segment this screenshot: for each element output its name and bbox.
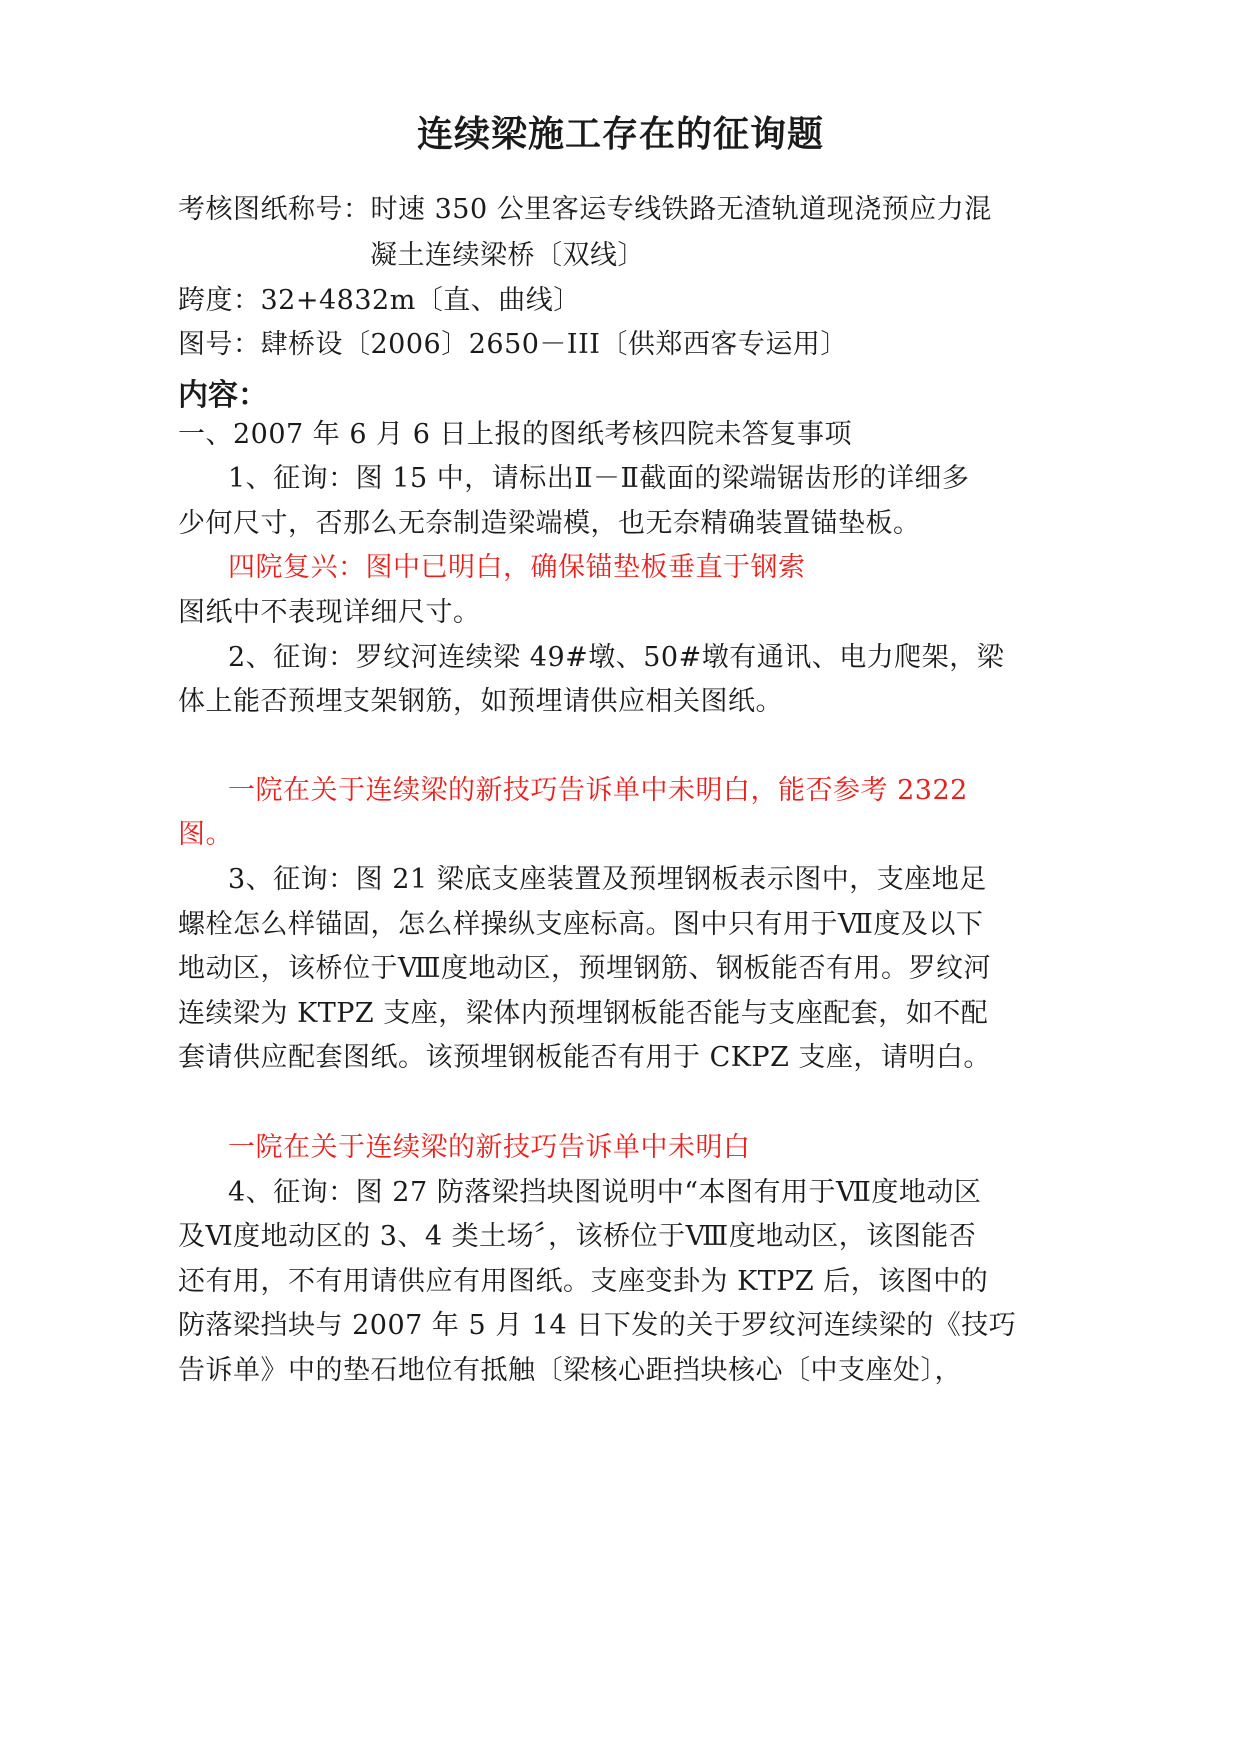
question-4-line-3: 还有用，不有用请供应有用图纸。支座变卦为 KTPZ 后，该图中的 <box>178 1266 989 1297</box>
reply-2-line-2: 图。 <box>178 819 233 850</box>
question-2-line-2: 体上能否预埋支架钢筋，如预埋请供应相关图纸。 <box>178 686 783 717</box>
question-3-line-1: 3、征询：图 21 梁底支座装置及预埋钢板表示图中，支座地足 <box>228 864 987 895</box>
reply-2-line-1: 一院在关于连续梁的新技巧告诉单中未明白，能否参考 2322 <box>228 775 968 806</box>
question-1-line-1: 1、征询：图 15 中，请标出Ⅱ－Ⅱ截面的梁端锯齿形的详细多 <box>228 463 970 494</box>
question-3-line-3: 地动区，该桥位于Ⅷ度地动区，预埋钢筋、钢板能否有用。罗纹河 <box>178 953 992 984</box>
question-4-line-2: 及Ⅵ度地动区的 3、4 类土场〞，该桥位于Ⅷ度地动区，该图能否 <box>178 1221 977 1252</box>
question-1-line-2: 少何尺寸，否那么无奈制造梁端模，也无奈精确装置锚垫板。 <box>178 508 921 539</box>
reply-1-line-2: 图纸中不表现详细尺寸。 <box>178 597 481 628</box>
question-3-line-2: 螺栓怎么样锚固，怎么样操纵支座标高。图中只有用于Ⅶ度及以下 <box>178 909 984 940</box>
drawing-name-line-2: 凝土连续梁桥〔双线〕 <box>370 240 645 271</box>
question-4-line-5: 告诉单》中的垫石地位有抵触〔梁核心距挡块核心〔中支座处〕， <box>178 1355 962 1386</box>
content-heading: 内容： <box>178 378 268 413</box>
question-3-line-5: 套请供应配套图纸。该预埋钢板能否有用于 CKPZ 支座，请明白。 <box>178 1042 991 1073</box>
section-heading: 一、2007 年 6 月 6 日上报的图纸考核四院未答复事项 <box>178 419 852 450</box>
document-title: 连续梁施工存在的征询题 <box>416 114 824 155</box>
reply-1-line-1: 四院复兴：图中已明白，确保锚垫板垂直于钢索 <box>228 552 806 583</box>
drawing-number-line: 图号：肆桥设〔2006〕2650－III〔供郑西客专运用〕 <box>178 329 848 360</box>
question-2-line-1: 2、征询：罗纹河连续梁 49#墩、50#墩有通讯、电力爬架，梁 <box>228 642 1005 673</box>
drawing-name-line-1: 考核图纸称号：时速 350 公里客运专线铁路无渣轨道现浇预应力混 <box>178 194 992 225</box>
reply-3-line-1: 一院在关于连续梁的新技巧告诉单中未明白 <box>228 1132 751 1163</box>
question-4-line-4: 防落梁挡块与 2007 年 5 月 14 日下发的关于罗纹河连续梁的《技巧 <box>178 1310 1017 1341</box>
span-line: 跨度：32+4832m〔直、曲线〕 <box>178 285 581 316</box>
question-4-line-1: 4、征询：图 27 防落梁挡块图说明中“本图有用于Ⅶ度地动区 <box>228 1177 982 1208</box>
question-3-line-4: 连续梁为 KTPZ 支座，梁体内预埋钢板能否能与支座配套，如不配 <box>178 998 989 1029</box>
